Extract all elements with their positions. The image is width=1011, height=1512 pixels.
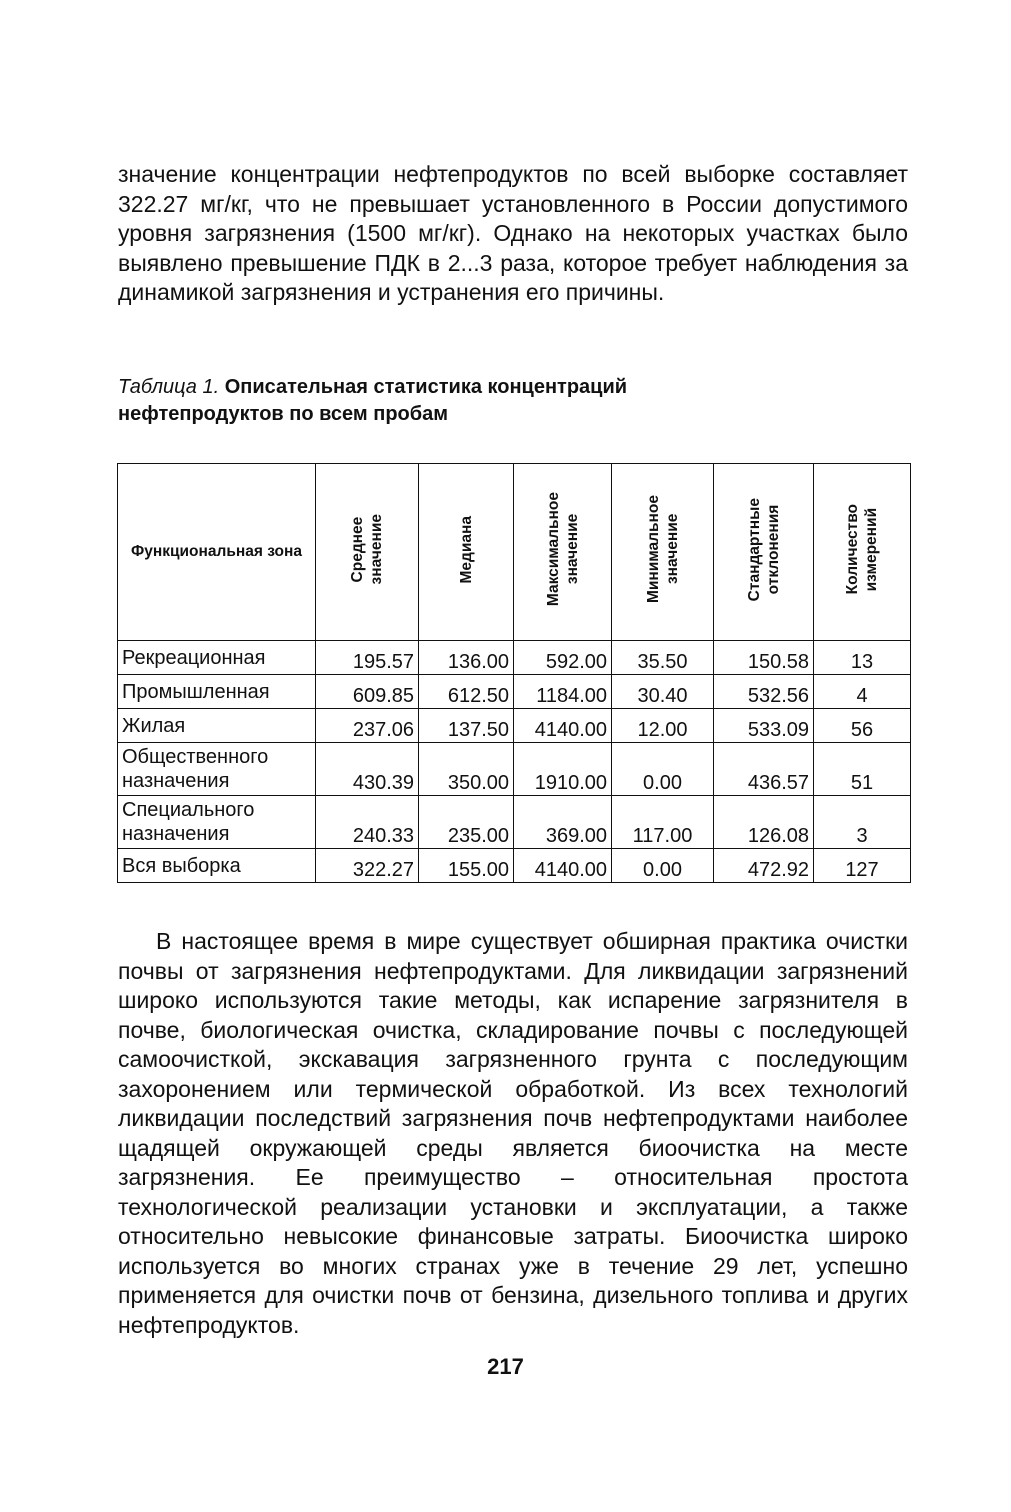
table-header-row	[118, 464, 911, 641]
cell-std: 472.92	[714, 849, 814, 883]
cell-count: 3	[814, 796, 911, 849]
cell-count: 51	[814, 743, 911, 796]
page-number: 217	[487, 1354, 524, 1379]
cell-median: 136.00	[419, 641, 514, 675]
cell-mean: 609.85	[316, 675, 419, 709]
header-max: Максимальное значение	[514, 464, 612, 641]
header-count: Количество измерений	[814, 464, 911, 641]
cell-median: 155.00	[419, 849, 514, 883]
cell-min: 117.00	[612, 796, 714, 849]
cell-min: 35.50	[612, 641, 714, 675]
header-std: Стандартные отклонения	[714, 464, 814, 641]
cell-max: 369.00	[514, 796, 612, 849]
table-row	[118, 743, 911, 796]
cell-count: 4	[814, 675, 911, 709]
table-row	[118, 675, 911, 709]
cell-min: 12.00	[612, 709, 714, 743]
cell-median: 137.50	[419, 709, 514, 743]
cell-max: 4140.00	[514, 709, 612, 743]
table-caption	[118, 374, 738, 428]
cell-mean: 240.33	[316, 796, 419, 849]
cell-std: 436.57	[714, 743, 814, 796]
table-caption-text: Описательная статистика концентраций нефтепродуктов по всем пробам	[118, 376, 628, 425]
cell-zone: Промышленная	[118, 675, 316, 709]
cell-max: 1910.00	[514, 743, 612, 796]
header-mean: Среднее значение	[316, 464, 419, 641]
cell-zone: Жилая	[118, 709, 316, 743]
cell-zone: Вся выборка	[118, 849, 316, 883]
cell-count: 127	[814, 849, 911, 883]
table-row	[118, 709, 911, 743]
cell-min: 0.00	[612, 849, 714, 883]
cell-median: 350.00	[419, 743, 514, 796]
cell-min: 30.40	[612, 675, 714, 709]
cell-std: 150.58	[714, 641, 814, 675]
cell-mean: 195.57	[316, 641, 419, 675]
header-min: Минимальное значение	[612, 464, 714, 641]
cell-median: 235.00	[419, 796, 514, 849]
body-paragraph: В настоящее время в мире существует обширная практика очистки почвы от загрязнения нефтепродуктами. Для ликвидации загрязнений широко используются такие методы, как испарение загрязнителя в почве, биологическая очистка, складирование почвы с последующей самоочисткой, экскавация загрязненного грунта с последующим захоронением или термической обработкой. Из всех технологий ликвидации последствий загрязнения почв нефтепродуктами наиболее щадящей окружающей среды является биоочистка на месте загрязнения. Ее преимущество – относительная простота технологической реализации установки и эксплуатации, а также относительно невысокие финансовые затраты. Биоочистка широко используется во многих странах уже в течение 29 лет, успешно применяется для очистки почв от бензина, дизельного топлива и других нефтепродуктов.	[118, 928, 908, 1338]
table-row	[118, 796, 911, 849]
cell-max: 4140.00	[514, 849, 612, 883]
cell-median: 612.50	[419, 675, 514, 709]
cell-zone: Специального назначения	[118, 796, 316, 849]
cell-zone: Общественного назначения	[118, 743, 316, 796]
table-row	[118, 849, 911, 883]
cell-min: 0.00	[612, 743, 714, 796]
cell-mean: 322.27	[316, 849, 419, 883]
table-row	[118, 641, 911, 675]
intro-paragraph: значение концентрации нефтепродуктов по всей выборке составляет 322.27 мг/кг, что не превышает установленного в России допустимого уровня загрязнения (1500 мг/кг). Однако на некоторых участках было выявлено превышение ПДК в 2...3 раза, которое требует наблюдения за динамикой загрязнения и устранения его причины.	[118, 161, 908, 305]
table-caption-label: Таблица 1.	[118, 376, 220, 398]
cell-max: 1184.00	[514, 675, 612, 709]
cell-std: 533.09	[714, 709, 814, 743]
cell-max: 592.00	[514, 641, 612, 675]
cell-mean: 430.39	[316, 743, 419, 796]
cell-mean: 237.06	[316, 709, 419, 743]
statistics-table	[117, 463, 911, 883]
cell-zone: Рекреационная	[118, 641, 316, 675]
cell-std: 532.56	[714, 675, 814, 709]
cell-count: 56	[814, 709, 911, 743]
header-zone: Функциональная зона	[118, 464, 316, 641]
cell-std: 126.08	[714, 796, 814, 849]
cell-count: 13	[814, 641, 911, 675]
header-median: Медиана	[419, 464, 514, 641]
